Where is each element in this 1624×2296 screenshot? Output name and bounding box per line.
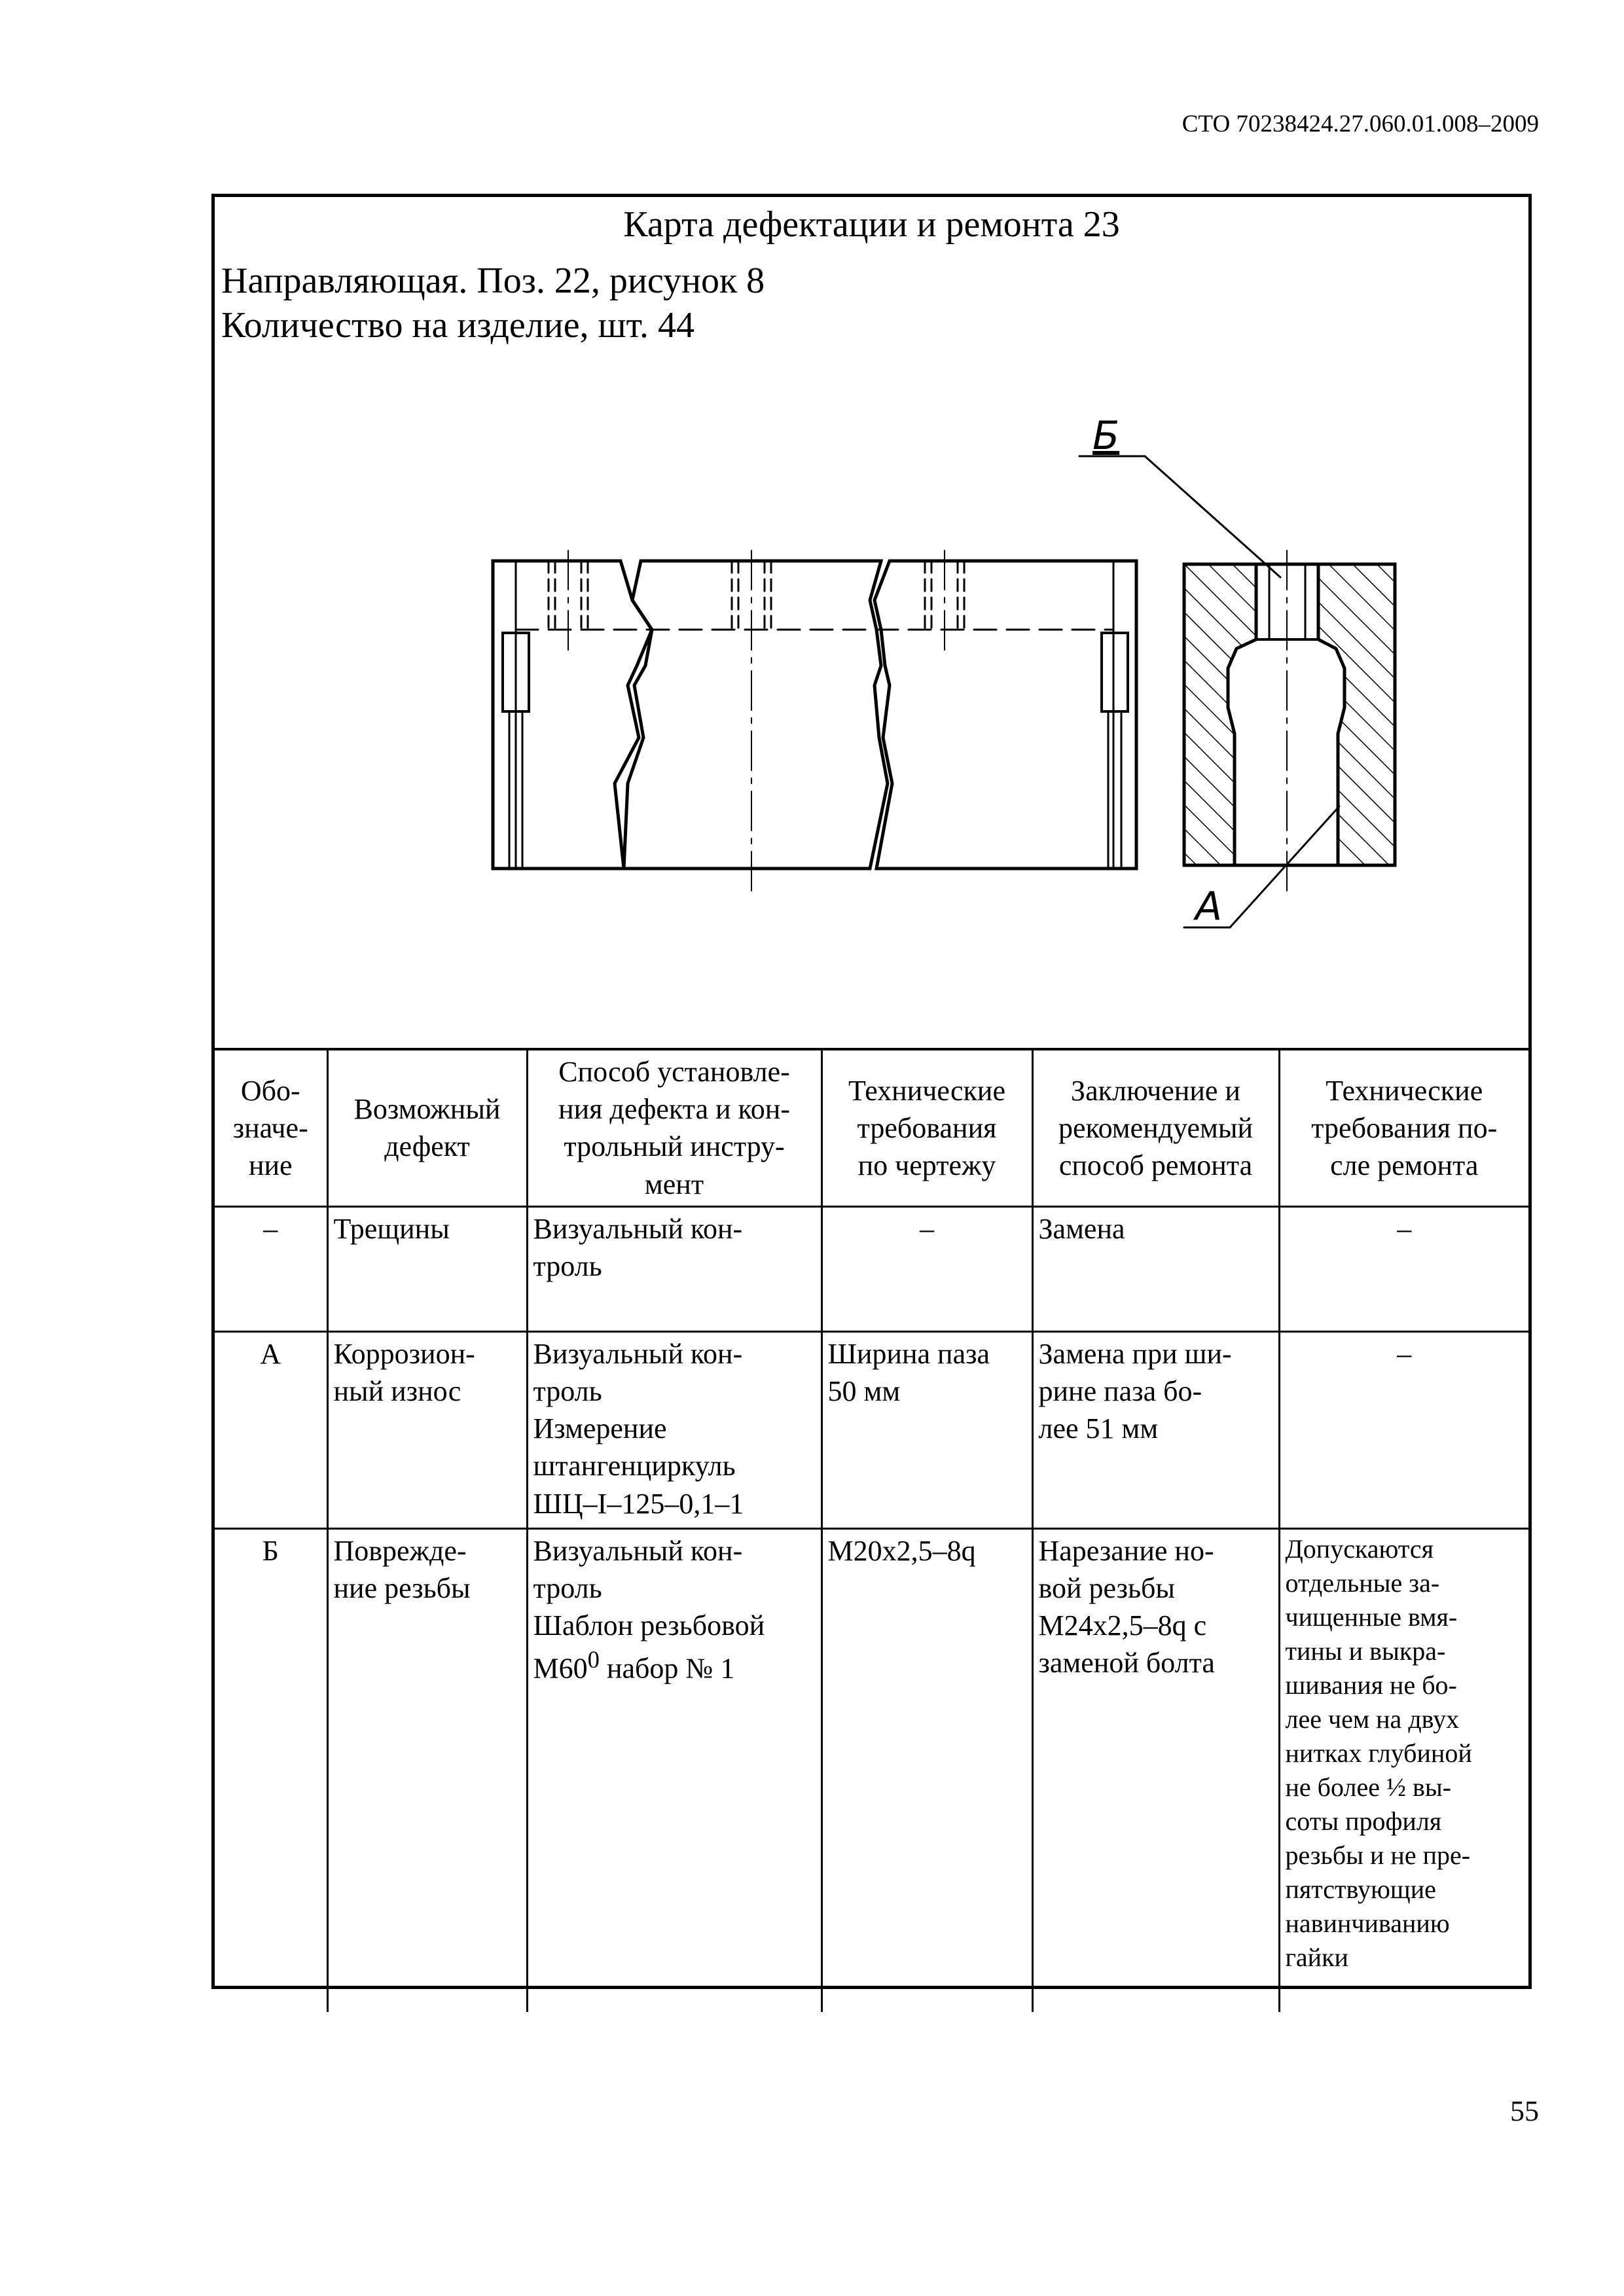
header-designation: Обо- значе- ние (215, 1049, 327, 1206)
header-after-req: Технические требования по- сле ремонта (1279, 1049, 1528, 1206)
label-a: А (1195, 884, 1223, 929)
cell-defect: Трещины (327, 1206, 527, 1331)
header-defect: Возможный дефект (327, 1049, 527, 1206)
cell-designation: А (215, 1331, 327, 1528)
defect-table (215, 1048, 1528, 2012)
cell-method: Визуальный кон- троль (527, 1206, 821, 1331)
front-view (493, 550, 1136, 897)
table-row (215, 1206, 1528, 1331)
cell-designation: – (215, 1206, 327, 1331)
cell-after-req: – (1279, 1331, 1528, 1528)
table-header-row (215, 1049, 1528, 1206)
header-drawing-req: Технические требования по чертежу (821, 1049, 1032, 1206)
cell-repair: Нарезание но- вой резьбы М24х2,5–8q с заменой болта (1032, 1528, 1279, 2012)
cell-defect: Коррозион- ный износ (327, 1331, 527, 1528)
page-number: 55 (1510, 2095, 1539, 2127)
cell-after-req: Допускаются отдельные за- чищенные вмя- тины и выкра- шивания не бо- лее чем на двух нитках глубиной не более ½ вы- соты профиля резьбы и не пре- пятствующие навинчиванию гайки (1279, 1528, 1528, 2012)
quantity-line: Количество на изделие, шт. 44 (221, 305, 695, 346)
cell-drawing-req: М20х2,5–8q (821, 1528, 1032, 2012)
cell-drawing-req: Ширина паза 50 мм (821, 1331, 1032, 1528)
cell-repair: Замена при ши- рине паза бо- лее 51 мм (1032, 1331, 1279, 1528)
cell-repair: Замена (1032, 1206, 1279, 1331)
label-b: Б (1092, 413, 1120, 459)
cell-after-req: – (1279, 1206, 1528, 1331)
document-code: СТО 70238424.27.060.01.008–2009 (1182, 111, 1539, 137)
header-repair: Заключение и рекомендуемый способ ремонта (1032, 1049, 1279, 1206)
cell-designation: Б (215, 1528, 327, 2012)
part-drawing (215, 197, 1528, 1048)
cell-method: Визуальный кон- троль Шаблон резьбовой $М60^0$ набор № 1 (527, 1528, 821, 2012)
cell-drawing-req: – (821, 1206, 1032, 1331)
cell-defect: Поврежде- ние резьбы (327, 1528, 527, 2012)
part-name-line: Направляющая. Поз. 22, рисунок 8 (221, 260, 765, 301)
table-row (215, 1331, 1528, 1528)
gauge-line: $М60^0$ набор № 1 (533, 1646, 735, 1685)
card-title: Карта дефектации и ремонта 23 (623, 204, 1120, 245)
defect-card-frame (211, 194, 1532, 1989)
cell-method: Визуальный кон- троль Измерение штангенциркуль ШЦ–I–125–0,1–1 (527, 1331, 821, 1528)
table-row (215, 1528, 1528, 2012)
header-method: Способ установле- ния дефекта и кон- трольный инстру- мент (527, 1049, 821, 1206)
